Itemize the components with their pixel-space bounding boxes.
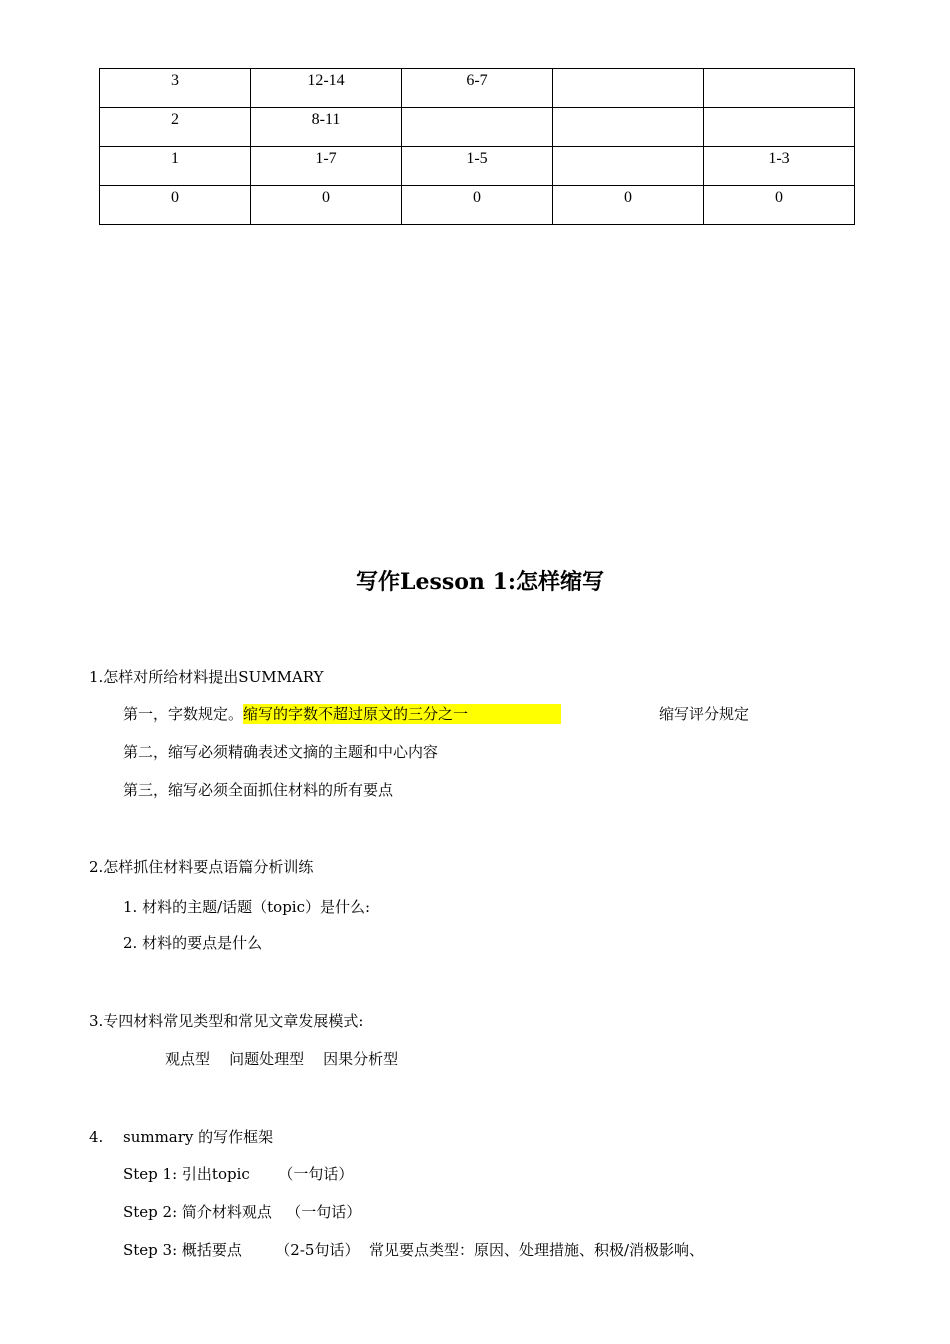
table-cell [553, 69, 704, 108]
table-cell: 0 [100, 186, 251, 225]
rule-3: 第三，缩写必须全面抓住材料的所有要点 [123, 781, 394, 799]
table-row [100, 69, 855, 108]
table-cell: 1 [100, 147, 251, 186]
table-cell: 3 [100, 69, 251, 108]
table-cell: 1-7 [251, 147, 402, 186]
table-row [100, 147, 855, 186]
list-item: 1. 材料的主题/话题（topic）是什么: [123, 898, 371, 916]
rule-1 [123, 704, 561, 724]
material-types: 观点型 问题处理型 因果分析型 [165, 1050, 399, 1068]
score-table [99, 68, 855, 225]
section-2-heading: 2.怎样抓住材料要点语篇分析训练 [89, 858, 314, 876]
highlighted-text: 缩写的字数不超过原文的三分之一 [243, 704, 561, 724]
table-cell: 0 [704, 186, 855, 225]
section-4-number: 4. [89, 1128, 104, 1146]
table-cell: 0 [402, 186, 553, 225]
table-cell: 12-14 [251, 69, 402, 108]
rule-2: 第二，缩写必须精确表述文摘的主题和中心内容 [123, 743, 439, 761]
table-row [100, 186, 855, 225]
step-1: Step 1: 引出topic （一句话） [123, 1165, 354, 1183]
table-cell [704, 69, 855, 108]
scoring-rule-note: 缩写评分规定 [659, 705, 750, 723]
list-item: 2. 材料的要点是什么 [123, 934, 263, 952]
rule-1-prefix: 第一，字数规定。 [123, 705, 244, 723]
section-1-heading: 1.怎样对所给材料提出SUMMARY [89, 668, 324, 686]
step-2: Step 2: 简介材料观点 （一句话） [123, 1203, 362, 1221]
section-3-heading: 3.专四材料常见类型和常见文章发展模式: [89, 1012, 364, 1030]
step-3: Step 3: 概括要点 （2-5句话） 常见要点类型：原因、处理措施、积极/消极影响、 [123, 1241, 705, 1259]
table-cell: 2 [100, 108, 251, 147]
table-cell: 8-11 [251, 108, 402, 147]
table-cell: 1-3 [704, 147, 855, 186]
table-cell: 1-5 [402, 147, 553, 186]
table-cell [553, 147, 704, 186]
table-cell [553, 108, 704, 147]
page-title: 写作Lesson 1:怎样缩写 [356, 569, 604, 595]
table-cell: 0 [553, 186, 704, 225]
table-cell [402, 108, 553, 147]
table-cell: 6-7 [402, 69, 553, 108]
table-cell [704, 108, 855, 147]
section-4-heading: summary 的写作框架 [123, 1128, 274, 1146]
table-cell: 0 [251, 186, 402, 225]
table-row [100, 108, 855, 147]
